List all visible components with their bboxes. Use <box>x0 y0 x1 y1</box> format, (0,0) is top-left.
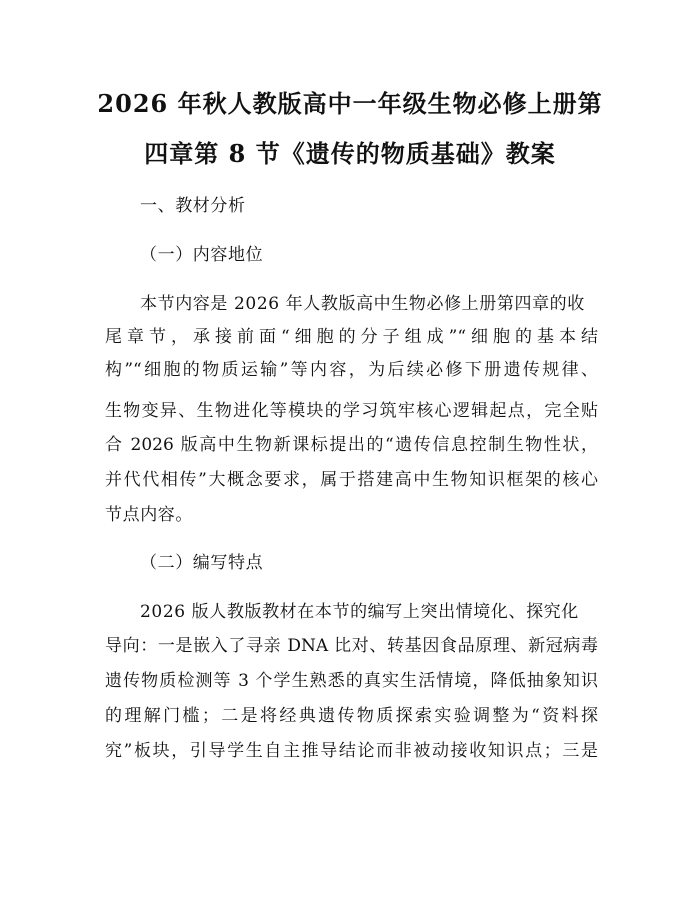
paragraph-1-line: 构”“细胞的物质运输”等内容，为后续必修下册遗传规律、 <box>105 360 598 380</box>
subsection-heading-content-position: （一）内容地位 <box>140 245 264 265</box>
paragraph-1-line: 生物变异、生物进化等模块的学习筑牢核心逻辑起点，完全贴 <box>105 401 598 421</box>
subsection-heading-writing-features: （二）编写特点 <box>140 553 264 573</box>
paragraph-2-line: 导向：一是嵌入了寻亲 DNA 比对、转基因食品原理、新冠病毒 <box>105 636 598 656</box>
document-title-line-1: 2026 年秋人教版高中一年级生物必修上册第 <box>97 89 603 118</box>
paragraph-2-line: 究”板块，引导学生自主推导结论而非被动接收知识点；三是 <box>105 741 598 761</box>
paragraph-1-line: 并代代相传”大概念要求，属于搭建高中生物知识框架的核心 <box>105 470 598 490</box>
paragraph-1-line: 尾章节，承接前面“细胞的分子组成”“细胞的基本结 <box>105 327 598 347</box>
paragraph-1-line: 节点内容。 <box>105 505 193 525</box>
paragraph-2-line: 2026 版人教版教材在本节的编写上突出情境化、探究化 <box>140 602 579 622</box>
paragraph-2-line: 遗传物质检测等 3 个学生熟悉的真实生活情境，降低抽象知识 <box>105 671 598 691</box>
document-title-line-2: 四章第 8 节《遗传的物质基础》教案 <box>144 139 556 168</box>
paragraph-2-line: 的理解门槛；二是将经典遗传物质探索实验调整为“资料探 <box>105 706 598 726</box>
paragraph-1-line: 本节内容是 2026 年人教版高中生物必修上册第四章的收 <box>140 294 585 314</box>
paragraph-1-line: 合 2026 版高中生物新课标提出的“遗传信息控制生物性状， <box>105 435 598 455</box>
section-heading-textbook-analysis: 一、教材分析 <box>140 196 246 216</box>
